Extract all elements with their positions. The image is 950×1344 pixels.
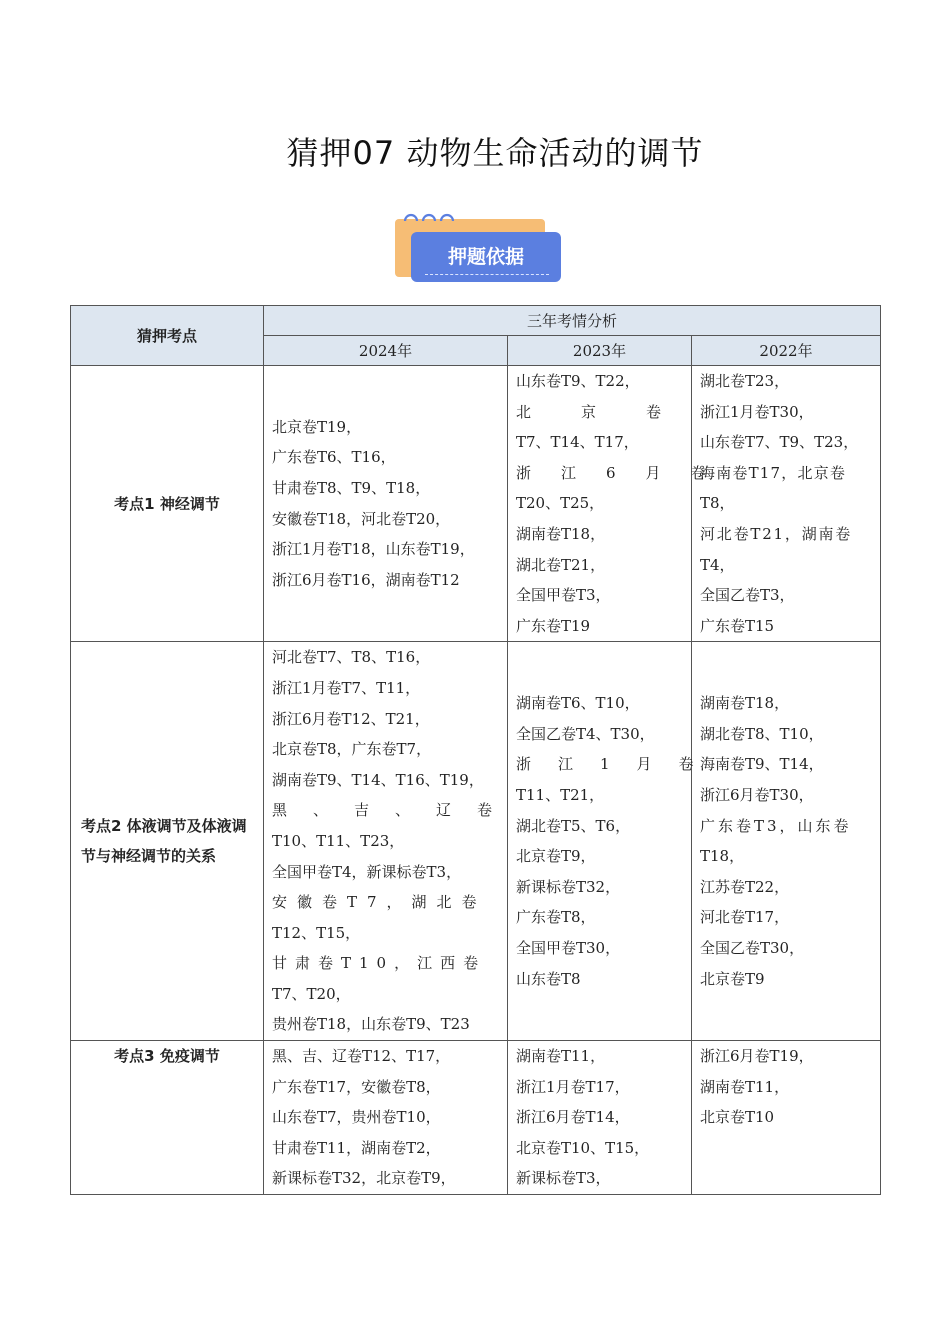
- list-item: 湖北卷T23，: [700, 372, 790, 390]
- list-item: T8，: [700, 494, 735, 513]
- list-item: 浙江6月卷T19，: [700, 1047, 814, 1066]
- list-item: 全国乙卷T3，: [700, 586, 795, 605]
- list-item: 湖南卷T9、T14、T16、T19，: [272, 770, 484, 789]
- list-item: 黑、吉、辽卷T12、T17，: [272, 1047, 451, 1066]
- list-item: 北京卷T8，广东卷T7，: [272, 740, 432, 759]
- topic-cell: 考点2 体液调节及体液调节与神经调节的关系: [71, 642, 264, 1041]
- table-row: [71, 1041, 881, 1195]
- cell-2024: [264, 642, 519, 1041]
- list-item: 湖南卷T6、T10，: [516, 694, 640, 713]
- list-item: 全国乙卷T30，: [700, 938, 805, 957]
- list-item: 湖南卷T11，: [700, 1077, 790, 1096]
- list-item: 浙江1月卷T18，山东卷T19，: [272, 540, 475, 559]
- list-item: 新课标卷T32，北京卷T9，: [272, 1169, 456, 1188]
- cell-2022: [692, 1041, 881, 1195]
- list-item: 贵州卷T18，山东卷T9、T23: [272, 1015, 470, 1034]
- badge-dashed-line: [425, 274, 549, 275]
- list-item: 浙江6月卷T30，: [700, 786, 814, 805]
- binder-rings-icon: [401, 205, 461, 227]
- list-item: 广东卷T3，山东卷: [700, 816, 852, 835]
- list-item: 全国甲卷T30，: [516, 938, 621, 957]
- list-item: 浙江6月卷: [516, 463, 736, 482]
- topic-cell: 考点3 免疫调节: [71, 1041, 264, 1195]
- list-item: 湖北卷T5、T6，: [516, 816, 631, 835]
- list-item: 山东卷T7、T9、T23，: [700, 433, 859, 452]
- list-item: 浙江1月卷T30，: [700, 402, 814, 421]
- list-item: 河北卷T7、T8、T16，: [272, 648, 431, 667]
- list-item: 广东卷T6、T16，: [272, 448, 396, 467]
- list-item: 海南卷T17，北京卷: [700, 463, 847, 482]
- list-item: 山东卷T9、T22，: [516, 372, 640, 390]
- topic-cell: 考点1 神经调节: [71, 366, 264, 642]
- list-item: 浙江6月卷T14，: [516, 1108, 630, 1127]
- list-item: 北京卷: [516, 402, 712, 421]
- list-item: 浙江1月卷T7、T11，: [272, 678, 421, 697]
- list-item: T12、T15，: [272, 923, 361, 942]
- list-item: 河北卷T17，: [700, 908, 790, 927]
- list-item: 广东卷T15: [700, 616, 775, 635]
- list-item: T7、T20，: [272, 984, 351, 1003]
- section-badge: [393, 205, 563, 287]
- list-item: 湖南卷T18，: [516, 524, 606, 543]
- header-year-2022: 2022年: [692, 336, 881, 366]
- badge-label: 押题依据: [411, 232, 561, 282]
- list-item: 广东卷T17，安徽卷T8，: [272, 1077, 441, 1096]
- list-item: 海南卷T9、T14，: [700, 755, 824, 774]
- list-item: T10、T11、T23，: [272, 831, 405, 850]
- list-item: T11、T21，: [516, 786, 605, 805]
- list-item: T4，: [700, 555, 735, 574]
- list-item: 山东卷T8: [516, 969, 581, 988]
- list-item: 北京卷T10: [700, 1108, 775, 1127]
- page-title: 猜押07 动物生命活动的调节: [286, 134, 704, 172]
- list-item: 全国乙卷T4、T30，: [516, 724, 655, 743]
- list-item: 安徽卷T18，河北卷T20，: [272, 509, 451, 528]
- list-item: 北京卷T9: [700, 969, 765, 988]
- cell-2024: [264, 1041, 508, 1195]
- exam-analysis-table: [70, 305, 881, 1195]
- list-item: 浙江6月卷T12、T21，: [272, 709, 430, 728]
- cell-2022: [692, 642, 881, 1041]
- header-analysis-group: 三年考情分析: [264, 306, 881, 336]
- list-item: 甘肃卷T8、T9、T18，: [272, 479, 431, 498]
- list-item: 北京卷T19，: [272, 417, 362, 436]
- list-item: 黑、吉、辽卷: [272, 801, 519, 820]
- table-row: [71, 642, 881, 1041]
- list-item: 广东卷T19: [516, 616, 591, 635]
- list-item: 湖南卷T11，: [516, 1047, 606, 1066]
- header-topic: 猜押考点: [71, 306, 264, 366]
- list-item: 浙江1月卷T17，: [516, 1077, 630, 1096]
- list-item: 山东卷T7，贵州卷T10，: [272, 1108, 441, 1127]
- list-item: 北京卷T10、T15，: [516, 1138, 650, 1157]
- table-row: [71, 366, 881, 642]
- cell-2023: [508, 1041, 692, 1195]
- list-item: 湖北卷T8、T10，: [700, 724, 824, 743]
- cell-2024: [264, 366, 508, 642]
- list-item: 浙江6月卷T16，湖南卷T12: [272, 570, 460, 589]
- list-item: 全国甲卷T3，: [516, 586, 611, 605]
- list-item: 甘肃卷T11，湖南卷T2，: [272, 1138, 441, 1157]
- list-item: 湖北卷T21，: [516, 555, 606, 574]
- list-item: 全国甲卷T4，新课标卷T3，: [272, 862, 462, 881]
- list-item: 北京卷T9，: [516, 847, 596, 866]
- list-item: T18，: [700, 847, 745, 866]
- list-item: T7、T14、T17，: [516, 433, 639, 452]
- list-item: 浙江1月卷: [516, 755, 721, 774]
- header-year-2024: 2024年: [264, 336, 508, 366]
- list-item: 江苏卷T22，: [700, 877, 790, 896]
- list-item: 安徽卷T7，湖北卷: [272, 893, 487, 912]
- list-item: T20、T25，: [516, 494, 605, 513]
- list-item: 新课标卷T32，: [516, 877, 621, 896]
- header-year-2023: 2023年: [508, 336, 692, 366]
- list-item: 河北卷T21，湖南卷: [700, 524, 853, 543]
- cell-2023: [508, 642, 721, 1041]
- list-item: 甘肃卷T10，江西卷: [272, 954, 487, 973]
- list-item: 新课标卷T3，: [516, 1169, 611, 1188]
- cell-2022: [692, 366, 881, 642]
- list-item: 湖南卷T18，: [700, 694, 790, 713]
- list-item: 广东卷T8，: [516, 908, 596, 927]
